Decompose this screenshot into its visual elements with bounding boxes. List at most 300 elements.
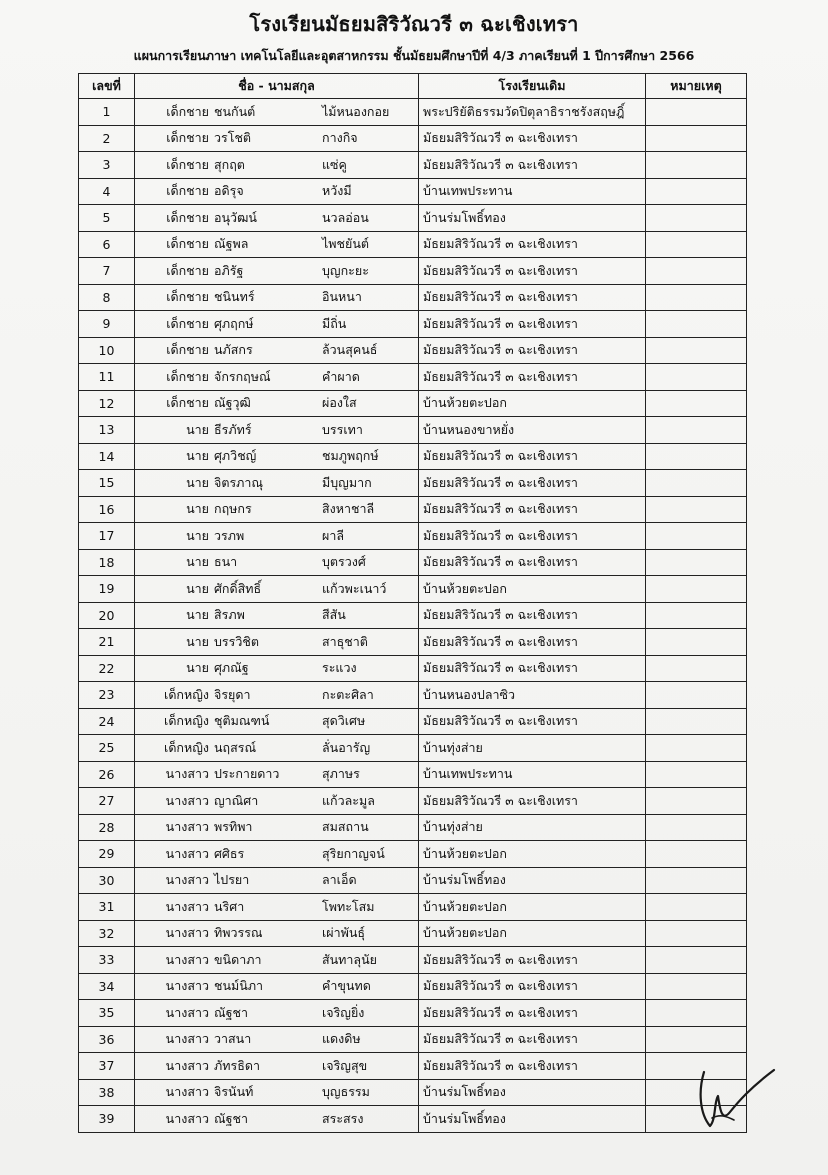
previous-school: มัธยมสิริวัณวรี ๓ ฉะเชิงเทรา <box>419 523 646 550</box>
row-number: 19 <box>79 576 135 603</box>
header-number: เลขที่ <box>79 74 135 99</box>
first-name: ประกายดาว <box>214 766 280 782</box>
first-name: ธีรภัทร์ <box>214 421 252 437</box>
previous-school: มัธยมสิริวัณวรี ๓ ฉะเชิงเทรา <box>419 443 646 470</box>
row-number: 30 <box>79 867 135 894</box>
note-cell <box>646 973 747 1000</box>
table-row <box>79 841 747 868</box>
name-prefix: นางสาว <box>165 1004 209 1020</box>
student-name-cell <box>135 973 419 1000</box>
student-name-cell <box>135 231 419 258</box>
row-number: 28 <box>79 814 135 841</box>
name-prefix: นาย <box>186 421 209 437</box>
name-prefix: นางสาว <box>165 766 209 782</box>
student-name-cell <box>135 337 419 364</box>
first-name: กฤษกร <box>214 501 252 517</box>
table-row <box>79 390 747 417</box>
previous-school: มัธยมสิริวัณวรี ๓ ฉะเชิงเทรา <box>419 1026 646 1053</box>
note-cell <box>646 311 747 338</box>
name-prefix: นางสาว <box>165 925 209 941</box>
header-name: ชื่อ - นามสกุล <box>135 74 419 99</box>
note-cell <box>646 947 747 974</box>
last-name: สันทาลุนัย <box>322 951 377 967</box>
note-cell <box>646 99 747 126</box>
last-name: นวลอ่อน <box>322 209 369 225</box>
row-number: 36 <box>79 1026 135 1053</box>
student-roster-table <box>78 73 747 1133</box>
name-prefix: เด็กหญิง <box>164 686 209 702</box>
table-row <box>79 443 747 470</box>
table-row <box>79 867 747 894</box>
name-prefix: นางสาว <box>165 1110 209 1126</box>
previous-school: พระปริยัติธรรมวัดปิตุลาธิราชรังสฤษฎิ์ <box>419 99 646 126</box>
note-cell <box>646 761 747 788</box>
row-number: 9 <box>79 311 135 338</box>
student-name-cell <box>135 761 419 788</box>
row-number: 13 <box>79 417 135 444</box>
row-number: 7 <box>79 258 135 285</box>
first-name: ศุภฤกษ์ <box>214 315 254 331</box>
student-name-cell <box>135 470 419 497</box>
name-prefix: เด็กชาย <box>166 262 209 278</box>
note-cell <box>646 258 747 285</box>
last-name: สุริยกาญจน์ <box>322 845 385 861</box>
row-number: 1 <box>79 99 135 126</box>
name-prefix: นางสาว <box>165 898 209 914</box>
row-number: 23 <box>79 682 135 709</box>
previous-school: บ้านห้วยตะปอก <box>419 576 646 603</box>
student-name-cell <box>135 867 419 894</box>
first-name: ชนินทร์ <box>214 289 255 305</box>
row-number: 38 <box>79 1079 135 1106</box>
first-name: ศุภวิชญ์ <box>214 448 257 464</box>
table-row <box>79 364 747 391</box>
previous-school: บ้านหนองขาหยั่ง <box>419 417 646 444</box>
table-row <box>79 523 747 550</box>
previous-school: มัธยมสิริวัณวรี ๓ ฉะเชิงเทรา <box>419 258 646 285</box>
student-name-cell <box>135 920 419 947</box>
student-name-cell <box>135 258 419 285</box>
first-name: อภิรัฐ <box>214 262 244 278</box>
previous-school: บ้านห้วยตะปอก <box>419 894 646 921</box>
row-number: 21 <box>79 629 135 656</box>
last-name: อินหนา <box>322 289 362 305</box>
name-prefix: นาย <box>186 554 209 570</box>
note-cell <box>646 655 747 682</box>
note-cell <box>646 788 747 815</box>
table-row <box>79 496 747 523</box>
table-row <box>79 549 747 576</box>
note-cell <box>646 125 747 152</box>
first-name: ภัทรธิดา <box>214 1057 260 1073</box>
last-name: บรรเทา <box>322 421 363 437</box>
row-number: 12 <box>79 390 135 417</box>
table-row <box>79 708 747 735</box>
name-prefix: เด็กชาย <box>166 183 209 199</box>
row-number: 20 <box>79 602 135 629</box>
table-row <box>79 311 747 338</box>
first-name: ณัฐชา <box>214 1110 248 1126</box>
name-prefix: นางสาว <box>165 951 209 967</box>
last-name: แก้วพะเนาว์ <box>322 580 387 596</box>
last-name: สระสรง <box>322 1110 364 1126</box>
first-name: ชุติมณฑน์ <box>214 713 270 729</box>
row-number: 2 <box>79 125 135 152</box>
table-row <box>79 1053 747 1080</box>
last-name: แดงดิษ <box>322 1031 361 1047</box>
last-name: ลาเอ็ด <box>322 872 357 888</box>
name-prefix: นาย <box>186 660 209 676</box>
first-name: ทิพวรรณ <box>214 925 263 941</box>
row-number: 3 <box>79 152 135 179</box>
row-number: 11 <box>79 364 135 391</box>
first-name: อนุวัฒน์ <box>214 209 257 225</box>
student-name-cell <box>135 443 419 470</box>
row-number: 6 <box>79 231 135 258</box>
student-name-cell <box>135 894 419 921</box>
name-prefix: เด็กชาย <box>166 103 209 119</box>
last-name: สีสัน <box>322 607 346 623</box>
last-name: ผ่องใส <box>322 395 357 411</box>
previous-school: มัธยมสิริวัณวรี ๓ ฉะเชิงเทรา <box>419 125 646 152</box>
first-name: จิรยุดา <box>214 686 251 702</box>
first-name: ขนิดาภา <box>214 951 262 967</box>
note-cell <box>646 1000 747 1027</box>
row-number: 17 <box>79 523 135 550</box>
table-row <box>79 1106 747 1133</box>
table-row <box>79 735 747 762</box>
previous-school: มัธยมสิริวัณวรี ๓ ฉะเชิงเทรา <box>419 231 646 258</box>
table-row <box>79 814 747 841</box>
student-name-cell <box>135 947 419 974</box>
previous-school: มัธยมสิริวัณวรี ๓ ฉะเชิงเทรา <box>419 1000 646 1027</box>
last-name: หวังมี <box>322 183 352 199</box>
student-name-cell <box>135 549 419 576</box>
table-row <box>79 761 747 788</box>
previous-school: บ้านทุ่งส่าย <box>419 814 646 841</box>
previous-school: มัธยมสิริวัณวรี ๓ ฉะเชิงเทรา <box>419 947 646 974</box>
signature <box>690 1062 780 1132</box>
name-prefix: เด็กชาย <box>166 368 209 384</box>
note-cell <box>646 602 747 629</box>
previous-school: มัธยมสิริวัณวรี ๓ ฉะเชิงเทรา <box>419 602 646 629</box>
table-row <box>79 602 747 629</box>
first-name: บรรวิชิต <box>214 633 259 649</box>
first-name: นภัสกร <box>214 342 253 358</box>
last-name: แก้วละมูล <box>322 792 375 808</box>
name-prefix: นาย <box>186 501 209 517</box>
table-row <box>79 655 747 682</box>
name-prefix: เด็กชาย <box>166 130 209 146</box>
name-prefix: เด็กชาย <box>166 289 209 305</box>
name-prefix: นาย <box>186 474 209 490</box>
student-name-cell <box>135 602 419 629</box>
last-name: โพทะโสม <box>322 898 375 914</box>
note-cell <box>646 576 747 603</box>
student-name-cell <box>135 125 419 152</box>
last-name: เจริญยิ่ง <box>322 1004 365 1020</box>
row-number: 35 <box>79 1000 135 1027</box>
student-name-cell <box>135 682 419 709</box>
previous-school: มัธยมสิริวัณวรี ๓ ฉะเชิงเทรา <box>419 284 646 311</box>
name-prefix: นางสาว <box>165 1057 209 1073</box>
previous-school: บ้านทุ่งส่าย <box>419 735 646 762</box>
table-row <box>79 629 747 656</box>
name-prefix: นาย <box>186 448 209 464</box>
table-row <box>79 947 747 974</box>
note-cell <box>646 231 747 258</box>
student-name-cell <box>135 629 419 656</box>
table-row <box>79 125 747 152</box>
student-name-cell <box>135 814 419 841</box>
name-prefix: นาย <box>186 607 209 623</box>
student-name-cell <box>135 152 419 179</box>
row-number: 33 <box>79 947 135 974</box>
last-name: ไพชยันต์ <box>322 236 369 252</box>
student-name-cell <box>135 417 419 444</box>
student-name-cell <box>135 311 419 338</box>
first-name: จิรนันท์ <box>214 1084 254 1100</box>
note-cell <box>646 337 747 364</box>
name-prefix: นางสาว <box>165 819 209 835</box>
note-cell <box>646 284 747 311</box>
note-cell <box>646 549 747 576</box>
first-name: ศักดิ์สิทธิ์ <box>214 580 262 596</box>
table-row <box>79 788 747 815</box>
table-header-row <box>79 74 747 99</box>
first-name: จิตรภาณุ <box>214 474 264 490</box>
name-prefix: เด็กชาย <box>166 315 209 331</box>
note-cell <box>646 470 747 497</box>
first-name: ณัฐชา <box>214 1004 248 1020</box>
last-name: เผ่าพันธุ์ <box>322 925 366 941</box>
note-cell <box>646 708 747 735</box>
last-name: ระแวง <box>322 660 357 676</box>
table-row <box>79 576 747 603</box>
last-name: กะตะศิลา <box>322 686 374 702</box>
first-name: ศศิธร <box>214 845 245 861</box>
last-name: มีบุญมาก <box>322 474 372 490</box>
previous-school: มัธยมสิริวัณวรี ๓ ฉะเชิงเทรา <box>419 496 646 523</box>
note-cell <box>646 152 747 179</box>
note-cell <box>646 735 747 762</box>
previous-school: บ้านห้วยตะปอก <box>419 390 646 417</box>
first-name: ชนม์นิภา <box>214 978 264 994</box>
previous-school: มัธยมสิริวัณวรี ๓ ฉะเชิงเทรา <box>419 337 646 364</box>
previous-school: มัธยมสิริวัณวรี ๓ ฉะเชิงเทรา <box>419 311 646 338</box>
last-name: เจริญสุข <box>322 1057 368 1073</box>
previous-school: มัธยมสิริวัณวรี ๓ ฉะเชิงเทรา <box>419 708 646 735</box>
name-prefix: เด็กชาย <box>166 209 209 225</box>
last-name: ผาลี <box>322 527 345 543</box>
first-name: อดิรุจ <box>214 183 244 199</box>
first-name: วรภพ <box>214 527 245 543</box>
student-name-cell <box>135 841 419 868</box>
table-row <box>79 920 747 947</box>
table-row <box>79 178 747 205</box>
note-cell <box>646 523 747 550</box>
first-name: ธนา <box>214 554 238 570</box>
row-number: 16 <box>79 496 135 523</box>
previous-school: บ้านร่มโพธิ์ทอง <box>419 1106 646 1133</box>
previous-school: บ้านเทพประทาน <box>419 761 646 788</box>
last-name: ล้วนสุคนธ์ <box>322 342 378 358</box>
previous-school: บ้านห้วยตะปอก <box>419 841 646 868</box>
row-number: 24 <box>79 708 135 735</box>
note-cell <box>646 443 747 470</box>
table-row <box>79 152 747 179</box>
previous-school: มัธยมสิริวัณวรี ๓ ฉะเชิงเทรา <box>419 655 646 682</box>
student-name-cell <box>135 1053 419 1080</box>
row-number: 22 <box>79 655 135 682</box>
page-title: โรงเรียนมัธยมสิริวัณวรี ๓ ฉะเชิงเทรา <box>249 12 579 36</box>
note-cell <box>646 496 747 523</box>
header-previous-school: โรงเรียนเดิม <box>419 74 646 99</box>
student-name-cell <box>135 205 419 232</box>
last-name: ลั่นอารัญ <box>322 739 371 755</box>
table-row <box>79 231 747 258</box>
row-number: 8 <box>79 284 135 311</box>
first-name: ไปรยา <box>214 872 250 888</box>
last-name: สมสถาน <box>322 819 369 835</box>
student-name-cell <box>135 735 419 762</box>
row-number: 34 <box>79 973 135 1000</box>
row-number: 14 <box>79 443 135 470</box>
name-prefix: เด็กชาย <box>166 156 209 172</box>
name-prefix: เด็กหญิง <box>164 713 209 729</box>
last-name: ไม้หนองกอย <box>322 103 390 119</box>
last-name: สุภาษร <box>322 766 360 782</box>
row-number: 39 <box>79 1106 135 1133</box>
note-cell <box>646 841 747 868</box>
student-name-cell <box>135 1106 419 1133</box>
previous-school: มัธยมสิริวัณวรี ๓ ฉะเชิงเทรา <box>419 788 646 815</box>
student-name-cell <box>135 523 419 550</box>
table-row <box>79 470 747 497</box>
last-name: สาธุชาติ <box>322 633 368 649</box>
table-row <box>79 1026 747 1053</box>
name-prefix: เด็กชาย <box>166 342 209 358</box>
table-row <box>79 894 747 921</box>
note-cell <box>646 867 747 894</box>
student-name-cell <box>135 1079 419 1106</box>
name-prefix: นางสาว <box>165 1031 209 1047</box>
last-name: คำผาด <box>322 368 360 384</box>
last-name: กางกิจ <box>322 130 358 146</box>
previous-school: บ้านร่มโพธิ์ทอง <box>419 867 646 894</box>
first-name: ณัฐวุฒิ <box>214 395 251 411</box>
note-cell <box>646 682 747 709</box>
previous-school: บ้านร่มโพธิ์ทอง <box>419 205 646 232</box>
note-cell <box>646 390 747 417</box>
name-prefix: นางสาว <box>165 792 209 808</box>
name-prefix: นางสาว <box>165 978 209 994</box>
previous-school: มัธยมสิริวัณวรี ๓ ฉะเชิงเทรา <box>419 1053 646 1080</box>
row-number: 31 <box>79 894 135 921</box>
name-prefix: นางสาว <box>165 1084 209 1100</box>
first-name: ณัฐพล <box>214 236 249 252</box>
student-name-cell <box>135 284 419 311</box>
row-number: 37 <box>79 1053 135 1080</box>
note-cell <box>646 1026 747 1053</box>
row-number: 27 <box>79 788 135 815</box>
note-cell <box>646 364 747 391</box>
last-name: บุตรวงศ์ <box>322 554 366 570</box>
row-number: 10 <box>79 337 135 364</box>
first-name: ชนกันต์ <box>214 103 256 119</box>
previous-school: มัธยมสิริวัณวรี ๓ ฉะเชิงเทรา <box>419 549 646 576</box>
first-name: สุกฤต <box>214 156 245 172</box>
student-name-cell <box>135 99 419 126</box>
name-prefix: เด็กชาย <box>166 395 209 411</box>
name-prefix: นาย <box>186 580 209 596</box>
note-cell <box>646 814 747 841</box>
name-prefix: เด็กชาย <box>166 236 209 252</box>
previous-school: มัธยมสิริวัณวรี ๓ ฉะเชิงเทรา <box>419 470 646 497</box>
note-cell <box>646 920 747 947</box>
first-name: พรทิพา <box>214 819 253 835</box>
table-row <box>79 1079 747 1106</box>
student-name-cell <box>135 178 419 205</box>
note-cell <box>646 894 747 921</box>
note-cell <box>646 629 747 656</box>
row-number: 4 <box>79 178 135 205</box>
name-prefix: นาย <box>186 527 209 543</box>
student-name-cell <box>135 576 419 603</box>
previous-school: มัธยมสิริวัณวรี ๓ ฉะเชิงเทรา <box>419 973 646 1000</box>
student-name-cell <box>135 496 419 523</box>
note-cell <box>646 178 747 205</box>
previous-school: บ้านเทพประทาน <box>419 178 646 205</box>
student-name-cell <box>135 1000 419 1027</box>
table-row <box>79 337 747 364</box>
note-cell <box>646 417 747 444</box>
table-row <box>79 99 747 126</box>
first-name: วาสนา <box>214 1031 252 1047</box>
student-name-cell <box>135 1026 419 1053</box>
table-row <box>79 205 747 232</box>
previous-school: บ้านร่มโพธิ์ทอง <box>419 1079 646 1106</box>
first-name: ศุภณัฐ <box>214 660 249 676</box>
name-prefix: เด็กหญิง <box>164 739 209 755</box>
previous-school: บ้านหนองปลาซิว <box>419 682 646 709</box>
previous-school: บ้านห้วยตะปอก <box>419 920 646 947</box>
table-row <box>79 258 747 285</box>
row-number: 32 <box>79 920 135 947</box>
table-row <box>79 973 747 1000</box>
table-row <box>79 417 747 444</box>
previous-school: มัธยมสิริวัณวรี ๓ ฉะเชิงเทรา <box>419 364 646 391</box>
first-name: วรโชติ <box>214 130 252 146</box>
previous-school: มัธยมสิริวัณวรี ๓ ฉะเชิงเทรา <box>419 152 646 179</box>
last-name: คำขุนทด <box>322 978 371 994</box>
last-name: แซ่คู <box>322 156 347 172</box>
table-row <box>79 682 747 709</box>
row-number: 26 <box>79 761 135 788</box>
student-name-cell <box>135 708 419 735</box>
last-name: สิงหาชาลี <box>322 501 375 517</box>
page-subtitle: แผนการเรียนภาษา เทคโนโลยีและอุตสาหกรรม ชั้นมัธยมศึกษาปีที่ 4/3 ภาคเรียนที่ 1 ปีการศึกษา 2566 <box>133 48 695 63</box>
row-number: 25 <box>79 735 135 762</box>
table-body <box>79 99 747 1133</box>
student-name-cell <box>135 655 419 682</box>
student-name-cell <box>135 390 419 417</box>
last-name: บุญธรรม <box>322 1084 370 1100</box>
name-prefix: นางสาว <box>165 845 209 861</box>
row-number: 5 <box>79 205 135 232</box>
note-cell <box>646 205 747 232</box>
first-name: นฤสรณ์ <box>214 739 257 755</box>
